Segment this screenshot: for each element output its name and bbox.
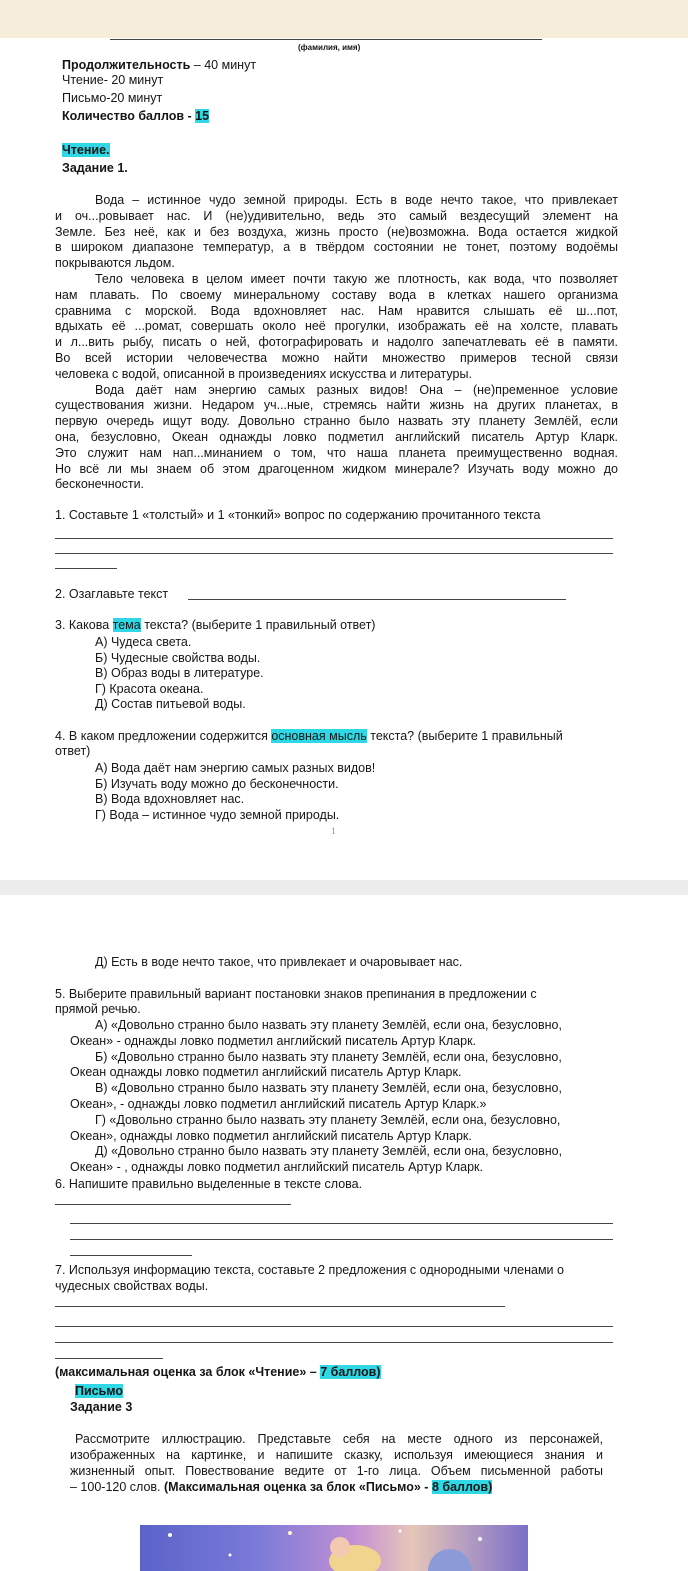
passage-line: человека с водой, описанной в произведениях искусства и литературы. xyxy=(55,366,472,381)
points-total: Количество баллов - 15 xyxy=(62,109,210,123)
reading-max-score: (максимальная оценка за блок «Чтение» – 7 баллов) xyxy=(55,1365,381,1379)
question-5: 5. Выберите правильный вариант постановки знаков препинания в предложении с xyxy=(55,987,537,1001)
top-strip xyxy=(0,0,688,38)
task-3-line: жизненный опыт. Повествование ведите от 1-го лица. Объем письменной работы xyxy=(70,1464,603,1478)
writing-time: Письмо-20 минут xyxy=(62,91,163,105)
question-6: 6. Напишите правильно выделенные в тексте слова. xyxy=(55,1177,363,1191)
answer-option: Г) «Довольно странно было назвать эту планету Землёй, если она, безусловно, xyxy=(95,1112,561,1127)
question-2: 2. Озаглавьте текст xyxy=(55,587,169,601)
task-1-title: Задание 1. xyxy=(62,161,128,175)
answer-option: Г) Вода – истинное чудо земной природы. xyxy=(95,807,340,822)
answer-option: В) Вода вдохновляет нас. xyxy=(95,792,245,806)
answer-option: Б) «Довольно странно было назвать эту планету Землёй, если она, безусловно, xyxy=(95,1049,562,1064)
passage-line: покрываются льдом. xyxy=(55,256,175,271)
answer-line[interactable] xyxy=(55,1306,505,1307)
passage-line: Вода даёт нам энергию самых разных видов! Она – (не)пременное условие xyxy=(95,382,618,397)
passage-line: Вода – истинное чудо земной природы. Есть в воде нечто такое, что привлекает xyxy=(95,193,618,207)
question-5-cont: прямой речью. xyxy=(55,1002,141,1016)
name-caption: (фамилия, имя) xyxy=(298,43,361,52)
answer-option: Б) Чудесные свойства воды. xyxy=(95,650,261,665)
passage-line: бесконечности. xyxy=(55,477,145,492)
answer-option: Д) Состав питьевой воды. xyxy=(95,697,246,711)
title-answer-line[interactable] xyxy=(188,599,566,600)
answer-line[interactable] xyxy=(55,1358,163,1359)
document-page-2 xyxy=(0,895,688,1571)
answer-option: В) Образ воды в литературе. xyxy=(95,666,264,680)
answer-line[interactable] xyxy=(55,1204,291,1205)
passage-line: Но всё ли мы знаем об этом драгоценном жидком минерале? Изучать воду можно до xyxy=(55,461,618,476)
question-4-cont: ответ) xyxy=(55,744,91,758)
answer-option: Океан» - однажды ловко подметил английский писатель Артур Кларк. xyxy=(70,1033,477,1048)
answer-line[interactable] xyxy=(55,538,613,539)
question-4: 4. В каком предложении содержится основная мысль текста? (выберите 1 правильный xyxy=(55,729,563,743)
answer-option: В) «Довольно странно было назвать эту планету Землёй, если она, безусловно, xyxy=(95,1081,562,1096)
answer-line[interactable] xyxy=(55,1342,613,1343)
passage-line: Земле. Без неё, как и без воздуха, жизнь просто (не)возможна. Вода остается жидкой xyxy=(55,224,618,239)
passage-line: в широком диапазоне температур, а в твёрдом состоянии не тонет, поэтому водоёмы xyxy=(55,240,618,255)
fairy-tale-illustration xyxy=(140,1525,528,1571)
answer-option: Океан однажды ловко подметил английский писатель Артур Кларк. xyxy=(70,1065,462,1080)
writing-section-title: Письмо xyxy=(75,1384,124,1398)
passage-line: первую очередь ищут воду. Довольно странно было назвать эту планету Землёй, если xyxy=(55,414,618,429)
answer-line[interactable] xyxy=(70,1223,613,1224)
passage-line: Это служит нам нап...минанием о том, что наша планета преимущественно водная. xyxy=(55,445,618,460)
passage-line: и л...вить рыбу, писать о ней, фотографировать и надолго запечатлевать её в памяти. xyxy=(55,335,618,350)
answer-option: Д) «Довольно странно было назвать эту планету Землёй, если она, безусловно, xyxy=(95,1144,563,1159)
task-3-line: Рассмотрите иллюстрацию. Представьте себя на месте одного из персонажей, xyxy=(75,1432,603,1446)
passage-line: вдыхать её ...ромат, совершать около неё прогулки, изображать её на холсте, плавать xyxy=(55,319,618,334)
name-line xyxy=(110,39,542,40)
task-3-last-line: – 100-120 слов. (Максимальная оценка за блок «Письмо» - 8 баллов) xyxy=(70,1480,493,1494)
answer-line[interactable] xyxy=(55,1326,613,1327)
answer-option: А) Вода даёт нам энергию самых разных видов! xyxy=(95,761,376,775)
passage-line: сравнима с морской. Вода вдохновляет нас. Нам нравится слышать её ш...пот, xyxy=(55,303,618,318)
question-4-option-d: Д) Есть в воде нечто такое, что привлекает и очаровывает нас. xyxy=(95,955,463,969)
passage-line: Во всей истории человечества можно найти множество примеров тесной связи xyxy=(55,351,618,365)
passage-line: нам плавать. По своему минеральному составу вода в клетках нашего организма xyxy=(55,287,618,302)
question-7-cont: чудесных свойствах воды. xyxy=(55,1279,209,1293)
answer-option: Г) Красота океана. xyxy=(95,681,204,696)
answer-line[interactable] xyxy=(55,568,117,569)
passage-line: существования жизни. Недаром уч...ные, стремясь найти жизнь на других планетах, в xyxy=(55,398,618,413)
page-number: 1 xyxy=(331,826,336,836)
answer-line[interactable] xyxy=(70,1239,613,1240)
task-3-title: Задание 3 xyxy=(70,1400,133,1414)
answer-line[interactable] xyxy=(55,553,613,554)
answer-option: Океан» - , однажды ловко подметил английский писатель Артур Кларк. xyxy=(70,1160,483,1175)
question-1: 1. Составьте 1 «толстый» и 1 «тонкий» вопрос по содержанию прочитанного текста xyxy=(55,508,541,522)
answer-option: Океан», - однажды ловко подметил английский писатель Артур Кларк.» xyxy=(70,1097,487,1111)
task-3-line: изображенных на картинке, и напишите сказку, используя имеющиеся знания и xyxy=(70,1448,603,1462)
reading-section-title: Чтение. xyxy=(62,143,110,157)
question-7: 7. Используя информацию текста, составьте 2 предложения с однородными членами о xyxy=(55,1263,564,1277)
answer-option: А) «Довольно странно было назвать эту планету Землёй, если она, безусловно, xyxy=(95,1018,562,1032)
document-page-1 xyxy=(0,38,688,880)
reading-time: Чтение- 20 минут xyxy=(62,73,164,87)
answer-option: Б) Изучать воду можно до бесконечности. xyxy=(95,776,339,791)
answer-option: Океан», однажды ловко подметил английский писатель Артур Кларк. xyxy=(70,1128,472,1143)
answer-option: А) Чудеса света. xyxy=(95,635,192,649)
passage-line: она, безусловно, Океан однажды ловко подметил английский писатель Артур Кларк. xyxy=(55,430,618,444)
duration: Продолжительность – 40 минут xyxy=(62,58,257,72)
passage-line: Тело человека в целом имеет почти такую же плотность, как вода, что позволяет xyxy=(95,272,618,286)
passage-line: и оч...ровывает нас. И (не)удивительно, ведь это самый вездесущий элемент на xyxy=(55,208,618,223)
answer-line[interactable] xyxy=(70,1255,192,1256)
question-3: 3. Какова тема текста? (выберите 1 правильный ответ) xyxy=(55,618,376,632)
